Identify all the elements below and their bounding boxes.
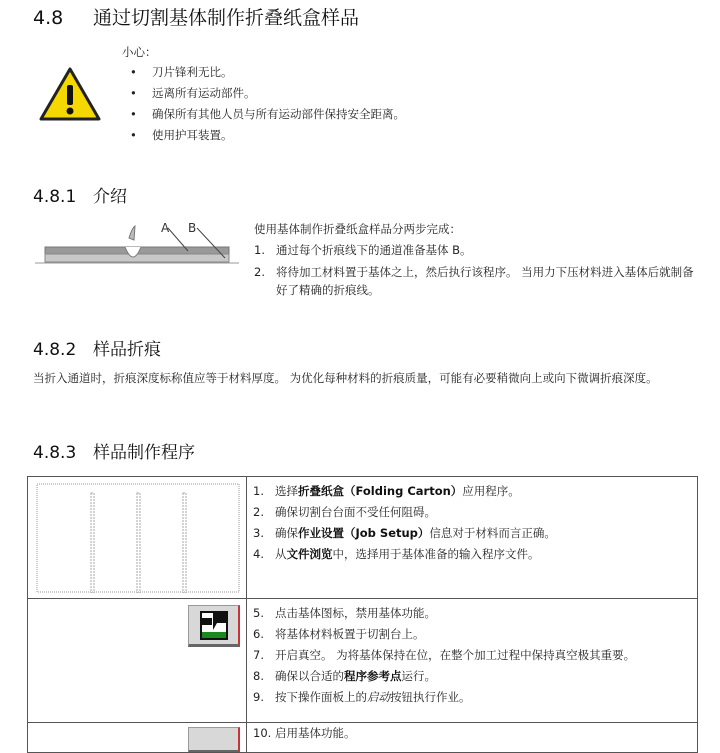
caution-label: 小心： bbox=[122, 45, 157, 59]
table-row bbox=[28, 599, 698, 723]
step-text: 启用基体功能。 bbox=[275, 726, 356, 740]
crease-paragraph: 当折入通道时，折痕深度标称值应等于材料厚度。 为优化每种材料的折痕质量，可能有必要稍微向上或向下微调折痕深度。 bbox=[33, 371, 658, 385]
step-text: 应用程序。 bbox=[462, 484, 520, 498]
caution-item: • 使用护耳装置。 bbox=[152, 125, 405, 146]
step-item bbox=[253, 544, 691, 565]
ui-term: 作业设置（Job Setup） bbox=[298, 526, 430, 540]
step-item bbox=[253, 481, 691, 502]
step-text: 将基体材料板置于切割台上。 bbox=[275, 627, 425, 641]
label-b: B bbox=[188, 221, 197, 235]
step-text: 运行。 bbox=[401, 669, 436, 683]
step-text: 按下操作面板上的 bbox=[275, 690, 367, 704]
step-item bbox=[253, 603, 691, 624]
heading-4-8-2: 4.8.2 样品折痕 bbox=[33, 340, 161, 360]
label-a: A bbox=[161, 221, 170, 235]
step-item bbox=[253, 624, 691, 645]
step-text: 中，选择用于基体准备的输入程序文件。 bbox=[332, 547, 540, 561]
step-text: 确保切割台台面不受任何阻碍。 bbox=[275, 505, 436, 519]
step-text: 按钮执行作业。 bbox=[390, 690, 471, 704]
step-number: 9. bbox=[253, 690, 264, 704]
step-number: 6. bbox=[253, 627, 264, 641]
step-text: 确保以合适的 bbox=[275, 669, 344, 683]
table-row bbox=[28, 477, 698, 599]
heading-4-8-1: 4.8.1 介绍 bbox=[33, 187, 127, 207]
step-text: 信息对于材料而言正确。 bbox=[429, 526, 556, 540]
step-text: 点击基体图标，禁用基体功能。 bbox=[275, 606, 436, 620]
crease-diagram bbox=[33, 218, 243, 268]
step-number: 2. bbox=[253, 505, 264, 519]
step-number: 10. bbox=[253, 726, 272, 740]
warning-icon bbox=[38, 66, 102, 122]
step-item: 2. 将待加工材料置于基体之上，然后执行该程序。 当用力下压材料进入基体后就制备好了精确的折痕线。 bbox=[254, 265, 694, 297]
step-item bbox=[253, 523, 691, 544]
section-title: 4.8 通过切割基体制作折叠纸盒样品 bbox=[33, 7, 360, 29]
step-number: 1. bbox=[253, 484, 264, 498]
caution-item: • 刀片锋利无比。 bbox=[152, 62, 405, 83]
step-text: 启动 bbox=[367, 690, 390, 704]
step-text: 从 bbox=[275, 547, 287, 561]
step-item bbox=[253, 502, 691, 523]
step-number: 5. bbox=[253, 606, 264, 620]
step-number: 3. bbox=[253, 526, 264, 540]
step-number: 7. bbox=[253, 648, 264, 662]
step-item: 1. 通过每个折痕线下的通道准备基体 B。 bbox=[254, 243, 472, 257]
step-number: 4. bbox=[253, 547, 264, 561]
ui-term: 文件浏览 bbox=[286, 547, 333, 561]
step-item bbox=[253, 645, 691, 666]
ui-term: 程序参考点 bbox=[344, 669, 402, 683]
intro-text: 使用基体制作折叠纸盒样品分两步完成： bbox=[254, 222, 461, 236]
step-item bbox=[253, 687, 691, 708]
heading-4-8-3: 4.8.3 样品制作程序 bbox=[33, 443, 195, 463]
step-text: 选择 bbox=[275, 484, 298, 498]
step-text: 开启真空。 为将基体保持在位，在整个加工过程中保持真空极其重要。 bbox=[275, 648, 636, 662]
matrix-toggle-button[interactable] bbox=[188, 605, 240, 647]
table-row bbox=[28, 723, 698, 753]
matrix-toggle-button[interactable] bbox=[188, 727, 240, 753]
caution-item: • 远离所有运动部件。 bbox=[152, 83, 405, 104]
caution-list bbox=[130, 62, 405, 146]
step-number: 8. bbox=[253, 669, 264, 683]
procedure-table bbox=[27, 476, 698, 753]
matrix-icon bbox=[189, 606, 239, 644]
ui-term: 折叠纸盒（Folding Carton） bbox=[298, 484, 463, 498]
caution-item: • 确保所有其他人员与所有运动部件保持安全距离。 bbox=[152, 104, 405, 125]
crease-layout-preview bbox=[36, 483, 240, 593]
step-text: 确保 bbox=[275, 526, 298, 540]
step-item bbox=[253, 666, 691, 687]
